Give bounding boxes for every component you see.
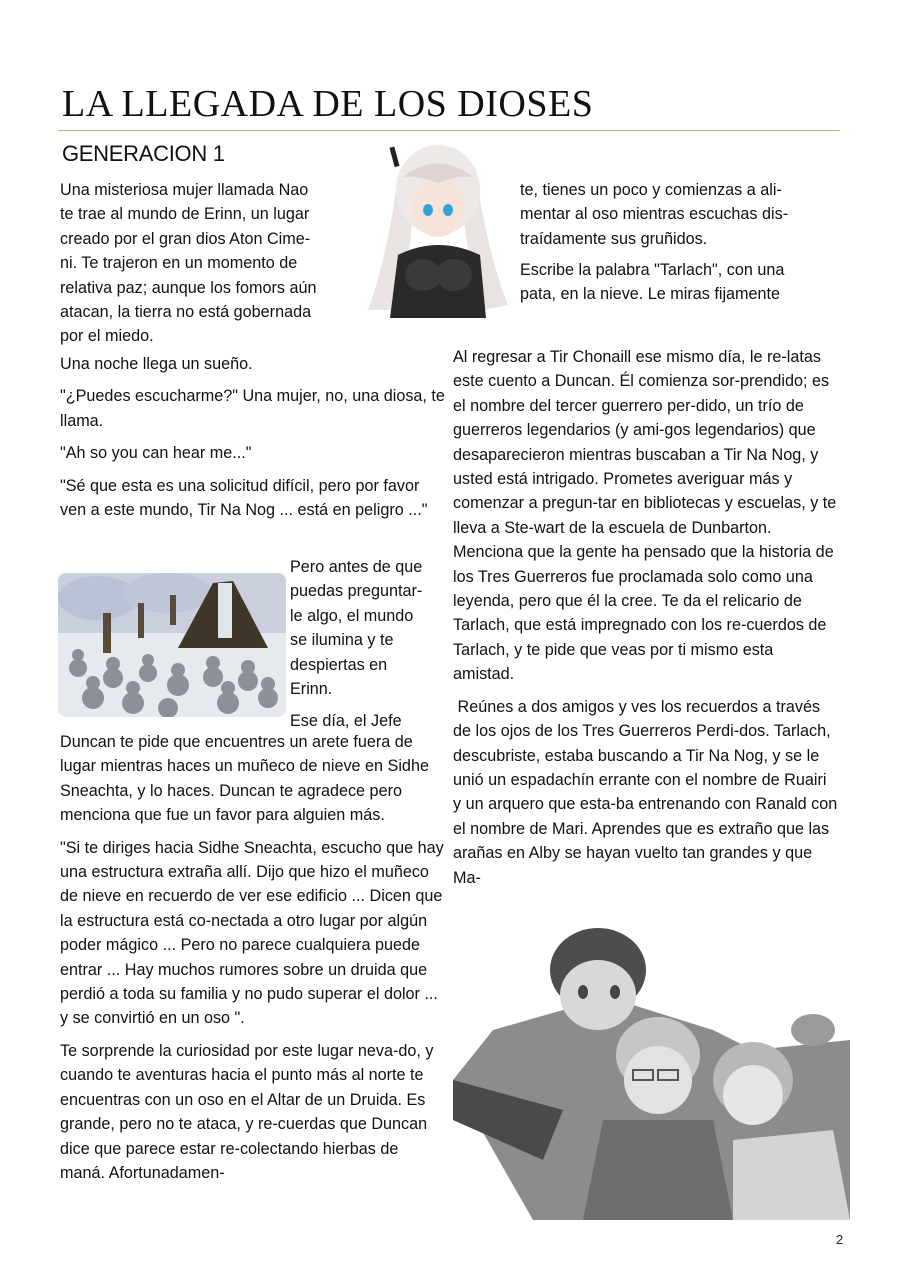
text-line: atacan, la tierra no está gobernada [60, 303, 312, 322]
title-divider [58, 130, 840, 131]
paragraph: Reúnes a dos amigos y ves los recuerdos a través de los ojos de los Tres Guerreros Perdi-dos. Tarlach, descubriste, estaba buscando a Tir Na Nog, y se le unió un espadachín errante con el nombre de Ruairi y un arquero que esta-ba entrenando con Ranald con el nombre de Mari. Aprendes que es extraño que las arañas en Alby se hayan vuelto tan grandes y que Ma- [453, 697, 842, 887]
paragraph: "Ah so you can hear me..." [60, 444, 252, 463]
tarlach-paragraph [520, 258, 840, 307]
right-column-body [453, 345, 842, 898]
text-line: te, tienes un poco y comienzas a ali- [520, 181, 782, 199]
paragraph: Te sorprende la curiosidad por este lugar neva-do, y cuando te aventuras hacia el punto más al norte te encuentras con un oso en el Altar de un Druida. Es grande, pero no te ataca, y re-cuerdas que Duncan dice que parece estar re-colectando hierbas de maná. Afortunadamen- [60, 1041, 434, 1182]
text-line: traídamente sus gruñidos. [520, 229, 708, 248]
paragraph: Duncan te pide que encuentres un arete fuera de lugar mientras haces un muñeco de nieve en Sidhe Sneachta, y lo haces. Duncan te agradece pero menciona que fue un favor para alguien más. [60, 733, 429, 825]
text-line: puedas preguntar- [290, 582, 423, 601]
section-heading: GENERACION 1 [62, 141, 225, 166]
text-line: despiertas en [290, 655, 388, 674]
text-line: se ilumina y te [290, 631, 394, 650]
paragraph: "Si te diriges hacia Sidhe Sneachta, escucho que hay una estructura extraña allí. Dijo que hizo el muñeco de nieve en recuerdo de ver ese edificio ... Dicen que la estructura está co-nectada a otro lugar por algún poder mágico ... Pero no parece cualquiera puede entrar ... Hay muchos rumores sobre un druida que perdió a toda su familia y no pudo superar el dolor ... y se convirtió en un oso ". [60, 838, 444, 1028]
paragraph: Al regresar a Tir Chonaill ese mismo día, le re-latas este cuento a Duncan. Él comienza sor-prendido; es el nombre del tercer guerrero per-dido, un trío de guerreros legendarios (y ami-gos legendarios) que desaparecieron mientras buscaban a Tir Na Nog, y usted está intrigado. Prometes averiguar más y comenzar a pregun-tar en bibliotecas y escuelas, y te lleva a Ste-wart de la escuela de Dunbarton. Menciona que la gente ha pensado que la historia de los Tres Guerreros fue proclamada solo como una leyenda, pero que él la cree. Te da el relicario de Tarlach, que está impregnado con los re-cuerdos de Tarlach, y te pide que veas por ti mismo esta amistad. [453, 348, 837, 684]
duncan-section [60, 730, 445, 1193]
text-line: por el miedo. [60, 327, 154, 346]
text-line: Pero antes de que [290, 558, 423, 576]
page-number: 2 [836, 1232, 844, 1247]
page-title: LA LLEGADA DE LOS DIOSES [62, 83, 594, 125]
continuation-paragraph [520, 178, 840, 251]
text-line: Ese día, el Jefe [290, 712, 402, 731]
text-line: relativa paz; aunque los fomors aún [60, 278, 317, 297]
wrap-paragraph [290, 555, 445, 734]
text-line: Una misteriosa mujer llamada Nao [60, 181, 309, 199]
text-line: mentar al oso mientras escuchas dis- [520, 205, 789, 224]
text-line: te trae al mundo de Erinn, un lugar [60, 205, 310, 224]
nao-illustration [358, 135, 516, 318]
three-warriors-illustration [453, 910, 850, 1220]
intro-paragraph [60, 178, 360, 349]
paragraph: Una noche llega un sueño. [60, 355, 253, 373]
text-line: pata, en la nieve. Le miras fijamente [520, 285, 781, 304]
paragraph: "Sé que esta es una solicitud difícil, pero por favor ven a este mundo, Tir Na Nog ... está en peligro ..." [60, 476, 428, 520]
snow-field-illustration [58, 573, 286, 717]
text-line: Escribe la palabra "Tarlach", con una [520, 261, 785, 279]
text-line: le algo, el mundo [290, 606, 414, 625]
text-line: ni. Te trajeron en un momento de [60, 254, 298, 273]
text-line: creado por el gran dios Aton Cime- [60, 229, 311, 248]
dream-section [60, 352, 445, 530]
paragraph: "¿Puedes escucharme?" Una mujer, no, una diosa, te llama. [60, 387, 445, 430]
text-line: Erinn. [290, 680, 333, 699]
